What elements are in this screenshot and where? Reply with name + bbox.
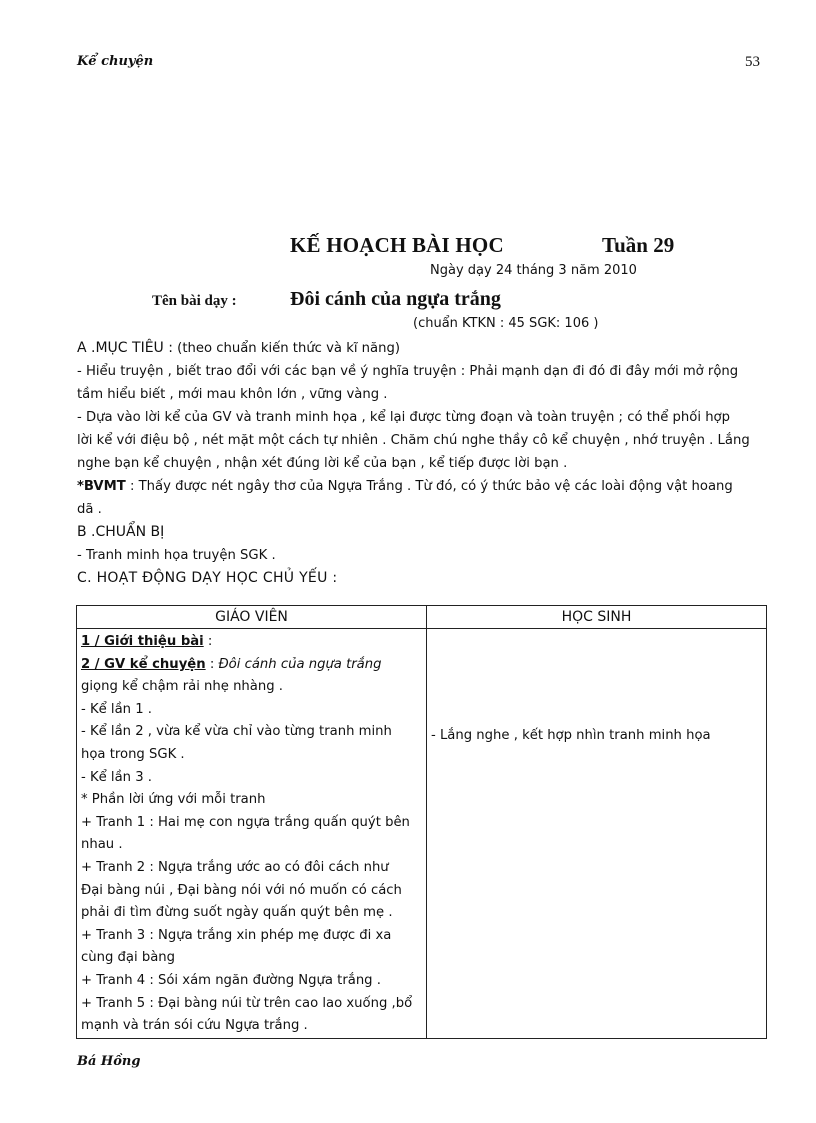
table-header-row <box>77 606 767 629</box>
header-subject: Kể chuyện <box>77 54 154 69</box>
week-label: Tuần 29 <box>602 233 675 257</box>
teaching-date: Ngày dạy 24 tháng 3 năm 2010 <box>430 263 637 278</box>
objective-line: tầm hiểu biết , mới mau khôn lớn , vững vàng . <box>77 387 388 402</box>
lesson-title: Đôi cánh của ngựa trắng <box>290 288 501 310</box>
table-row <box>77 629 767 1039</box>
page-number: 53 <box>745 54 760 70</box>
bvmt-line <box>77 475 767 498</box>
story-title: Đôi cánh của ngựa trắng <box>218 656 382 672</box>
objectives-heading-line <box>77 337 767 360</box>
objective-line: lời kể với điệu bộ , nét mặt một cách tự nhiên . Chăm chú nghe thầy cô kể chuyện , nhớ truyện . Lắng <box>77 433 750 448</box>
preparation-line: - Tranh minh họa truyện SGK . <box>77 548 276 563</box>
objectives-heading: A .MỤC TIÊU : <box>77 340 173 356</box>
teacher-line: - Kể lần 1 . <box>81 701 152 717</box>
objective-line: nghe bạn kể chuyện , nhận xét đúng lời kể của bạn , kể tiếp được lời bạn . <box>77 456 568 471</box>
activity-table <box>76 605 767 1039</box>
bvmt-line-2: dã . <box>77 502 102 517</box>
teacher-line: cùng đại bàng <box>81 950 176 966</box>
teacher-line: Đại bàng núi , Đại bàng nói với nó muốn có cách <box>81 882 402 898</box>
activities-heading: C. HOẠT ĐỘNG DẠY HỌC CHỦ YẾU : <box>77 570 338 586</box>
teacher-line: + Tranh 3 : Ngựa trắng xin phép mẹ được đi xa <box>81 927 392 943</box>
bvmt-label: *BVMT <box>77 479 126 494</box>
storytelling-line <box>81 654 422 677</box>
objective-line: - Dựa vào lời kể của GV và tranh minh họa , kể lại được từng đoạn và toàn truyện ; có thể phối hợp <box>77 410 730 425</box>
student-line: - Lắng nghe , kết hợp nhìn tranh minh họa <box>431 728 711 743</box>
storytelling-sep: : <box>205 656 219 672</box>
objectives-heading-note: (theo chuẩn kiến thức và kĩ năng) <box>172 341 400 356</box>
objective-line: - Hiểu truyện , biết trao đổi với các bạn về ý nghĩa truyện : Phải mạnh dạn đi đó đi đây mới mở rộng <box>77 364 739 379</box>
plan-title: KẾ HOẠCH BÀI HỌC <box>290 233 504 257</box>
intro-suffix: : <box>203 634 213 649</box>
teacher-line: nhau . <box>81 837 123 853</box>
teacher-line: - Kể lần 2 , vừa kể vừa chỉ vào từng tranh minh <box>81 724 392 740</box>
intro-label: 1 / Giới thiệu bài <box>81 634 204 649</box>
teacher-line: mạnh và trán sói cứu Ngựa trắng . <box>81 1018 308 1034</box>
teacher-line: + Tranh 4 : Sói xám ngăn đường Ngựa trắng . <box>81 972 381 988</box>
objectives-section <box>77 337 767 590</box>
standard-reference: (chuẩn KTKN : 45 SGK: 106 ) <box>413 316 599 331</box>
lesson-label: Tên bài dạy : <box>152 293 237 309</box>
storytelling-label: 2 / GV kể chuyện <box>81 656 206 672</box>
teacher-line: + Tranh 5 : Đại bàng núi từ trên cao lao xuống ,bổ <box>81 995 413 1011</box>
footer-author: Bá Hồng <box>77 1054 141 1069</box>
teacher-line: * Phần lời ứng với mỗi tranh <box>81 792 266 808</box>
teacher-column-header: GIÁO VIÊN <box>77 606 427 629</box>
teacher-line: + Tranh 2 : Ngựa trắng ước ao có đôi cách như <box>81 859 389 875</box>
intro-line <box>81 631 422 654</box>
student-cell <box>427 629 767 1039</box>
teacher-line: phải đi tìm đừng suốt ngày quấn quýt bên mẹ . <box>81 905 393 921</box>
teacher-line: + Tranh 1 : Hai mẹ con ngựa trắng quấn quýt bên <box>81 814 410 830</box>
student-column-header: HỌC SINH <box>427 606 767 629</box>
teacher-line: giọng kể chậm rải nhẹ nhàng . <box>81 679 283 695</box>
teacher-line: họa trong SGK . <box>81 746 185 762</box>
preparation-heading: B .CHUẨN BỊ <box>77 524 165 540</box>
teacher-line: - Kể lần 3 . <box>81 769 152 785</box>
bvmt-text: : Thấy được nét ngây thơ của Ngựa Trắng . Từ đó, có ý thức bảo vệ các loài động vật hoang <box>125 479 733 494</box>
teacher-cell <box>77 629 427 1039</box>
